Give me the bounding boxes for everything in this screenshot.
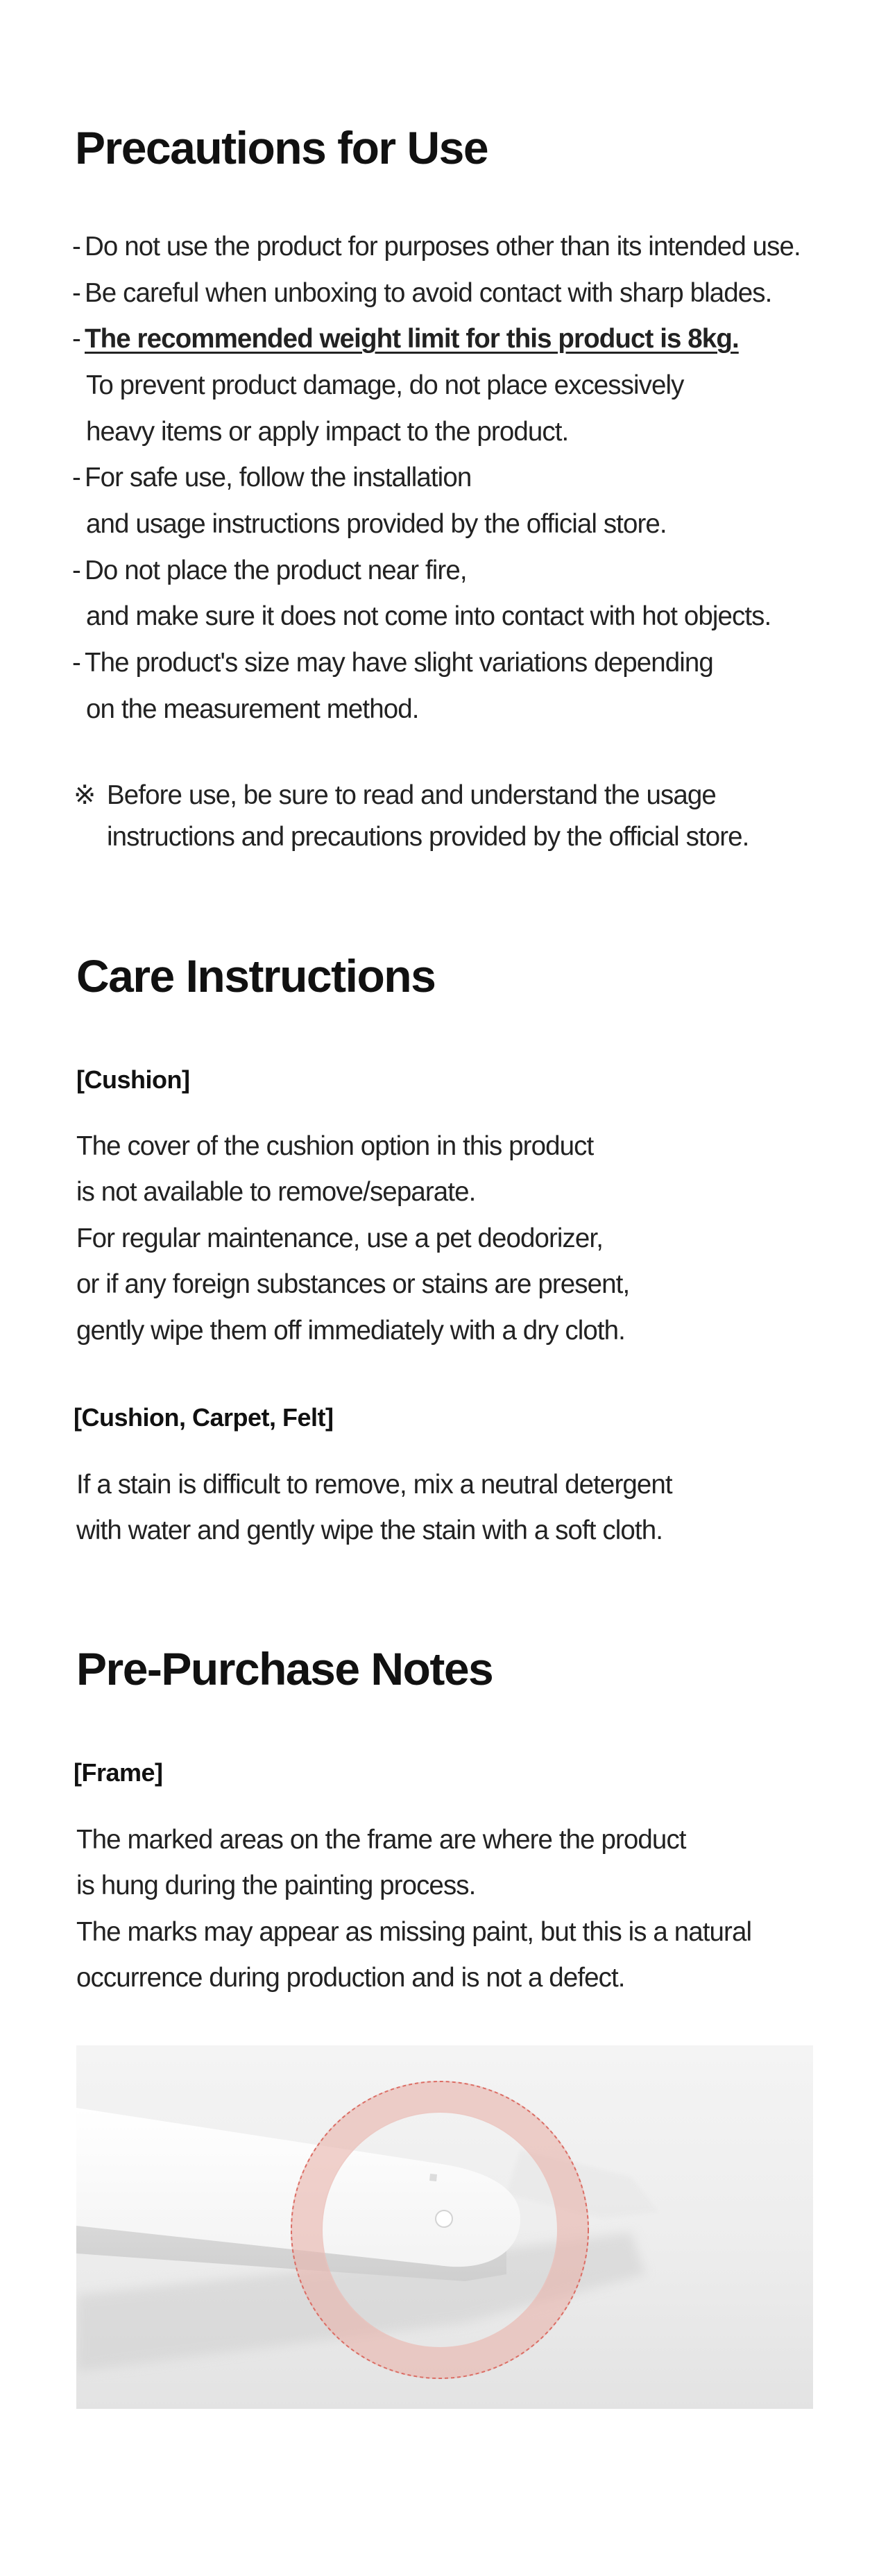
reference-mark-icon: ※ — [74, 780, 96, 810]
frame-heading: [Frame] — [74, 1758, 163, 1787]
materials-text-line: with water and gently wipe the stain with a soft cloth. — [76, 1515, 663, 1545]
precaution-item: - The product's size may have slight variations depending — [72, 648, 713, 678]
precaution-item-continued: on the measurement method. — [86, 694, 419, 724]
frame-text-line: The marked areas on the frame are where the product — [76, 1825, 686, 1855]
precaution-item-weight-limit: - The recommended weight limit for this product is 8kg. — [72, 324, 739, 354]
precaution-item-continued: heavy items or apply impact to the product. — [86, 417, 569, 447]
care-title: Care Instructions — [76, 950, 436, 1002]
usage-note: ※ Before use, be sure to read and understand the usage — [74, 780, 716, 810]
frame-text-line: occurrence during production and is not a defect. — [76, 1963, 625, 1993]
frame-closeup-photo — [76, 2045, 813, 2409]
usage-note-continued: instructions and precautions provided by the official store. — [107, 822, 749, 852]
precaution-item: - Do not use the product for purposes other than its intended use. — [72, 232, 801, 261]
cushion-text-line: gently wipe them off immediately with a dry cloth. — [76, 1316, 625, 1346]
precaution-item: - For safe use, follow the installation — [72, 463, 472, 492]
frame-closeup-illustration — [76, 2045, 813, 2409]
precaution-item: - Do not place the product near fire, — [72, 556, 467, 585]
cushion-text-line: is not available to remove/separate. — [76, 1177, 476, 1207]
precautions-title: Precautions for Use — [75, 122, 488, 173]
cushion-heading: [Cushion] — [76, 1065, 190, 1094]
frame-text-line: is hung during the painting process. — [76, 1871, 476, 1900]
frame-text-line: The marks may appear as missing paint, but this is a natural — [76, 1917, 752, 1947]
cushion-text-line: The cover of the cushion option in this product — [76, 1131, 594, 1161]
precaution-item-continued: and usage instructions provided by the official store. — [86, 509, 667, 539]
cushion-text-line: or if any foreign substances or stains are present, — [76, 1269, 630, 1299]
precaution-item-continued: To prevent product damage, do not place excessively — [86, 370, 684, 400]
precaution-item: - Be careful when unboxing to avoid contact with sharp blades. — [72, 278, 772, 308]
pre-purchase-title: Pre-Purchase Notes — [76, 1643, 493, 1694]
materials-text-line: If a stain is difficult to remove, mix a neutral detergent — [76, 1470, 672, 1500]
precaution-item-continued: and make sure it does not come into contact with hot objects. — [86, 601, 771, 631]
materials-heading: [Cushion, Carpet, Felt] — [74, 1403, 334, 1432]
cushion-text-line: For regular maintenance, use a pet deodorizer, — [76, 1223, 604, 1253]
